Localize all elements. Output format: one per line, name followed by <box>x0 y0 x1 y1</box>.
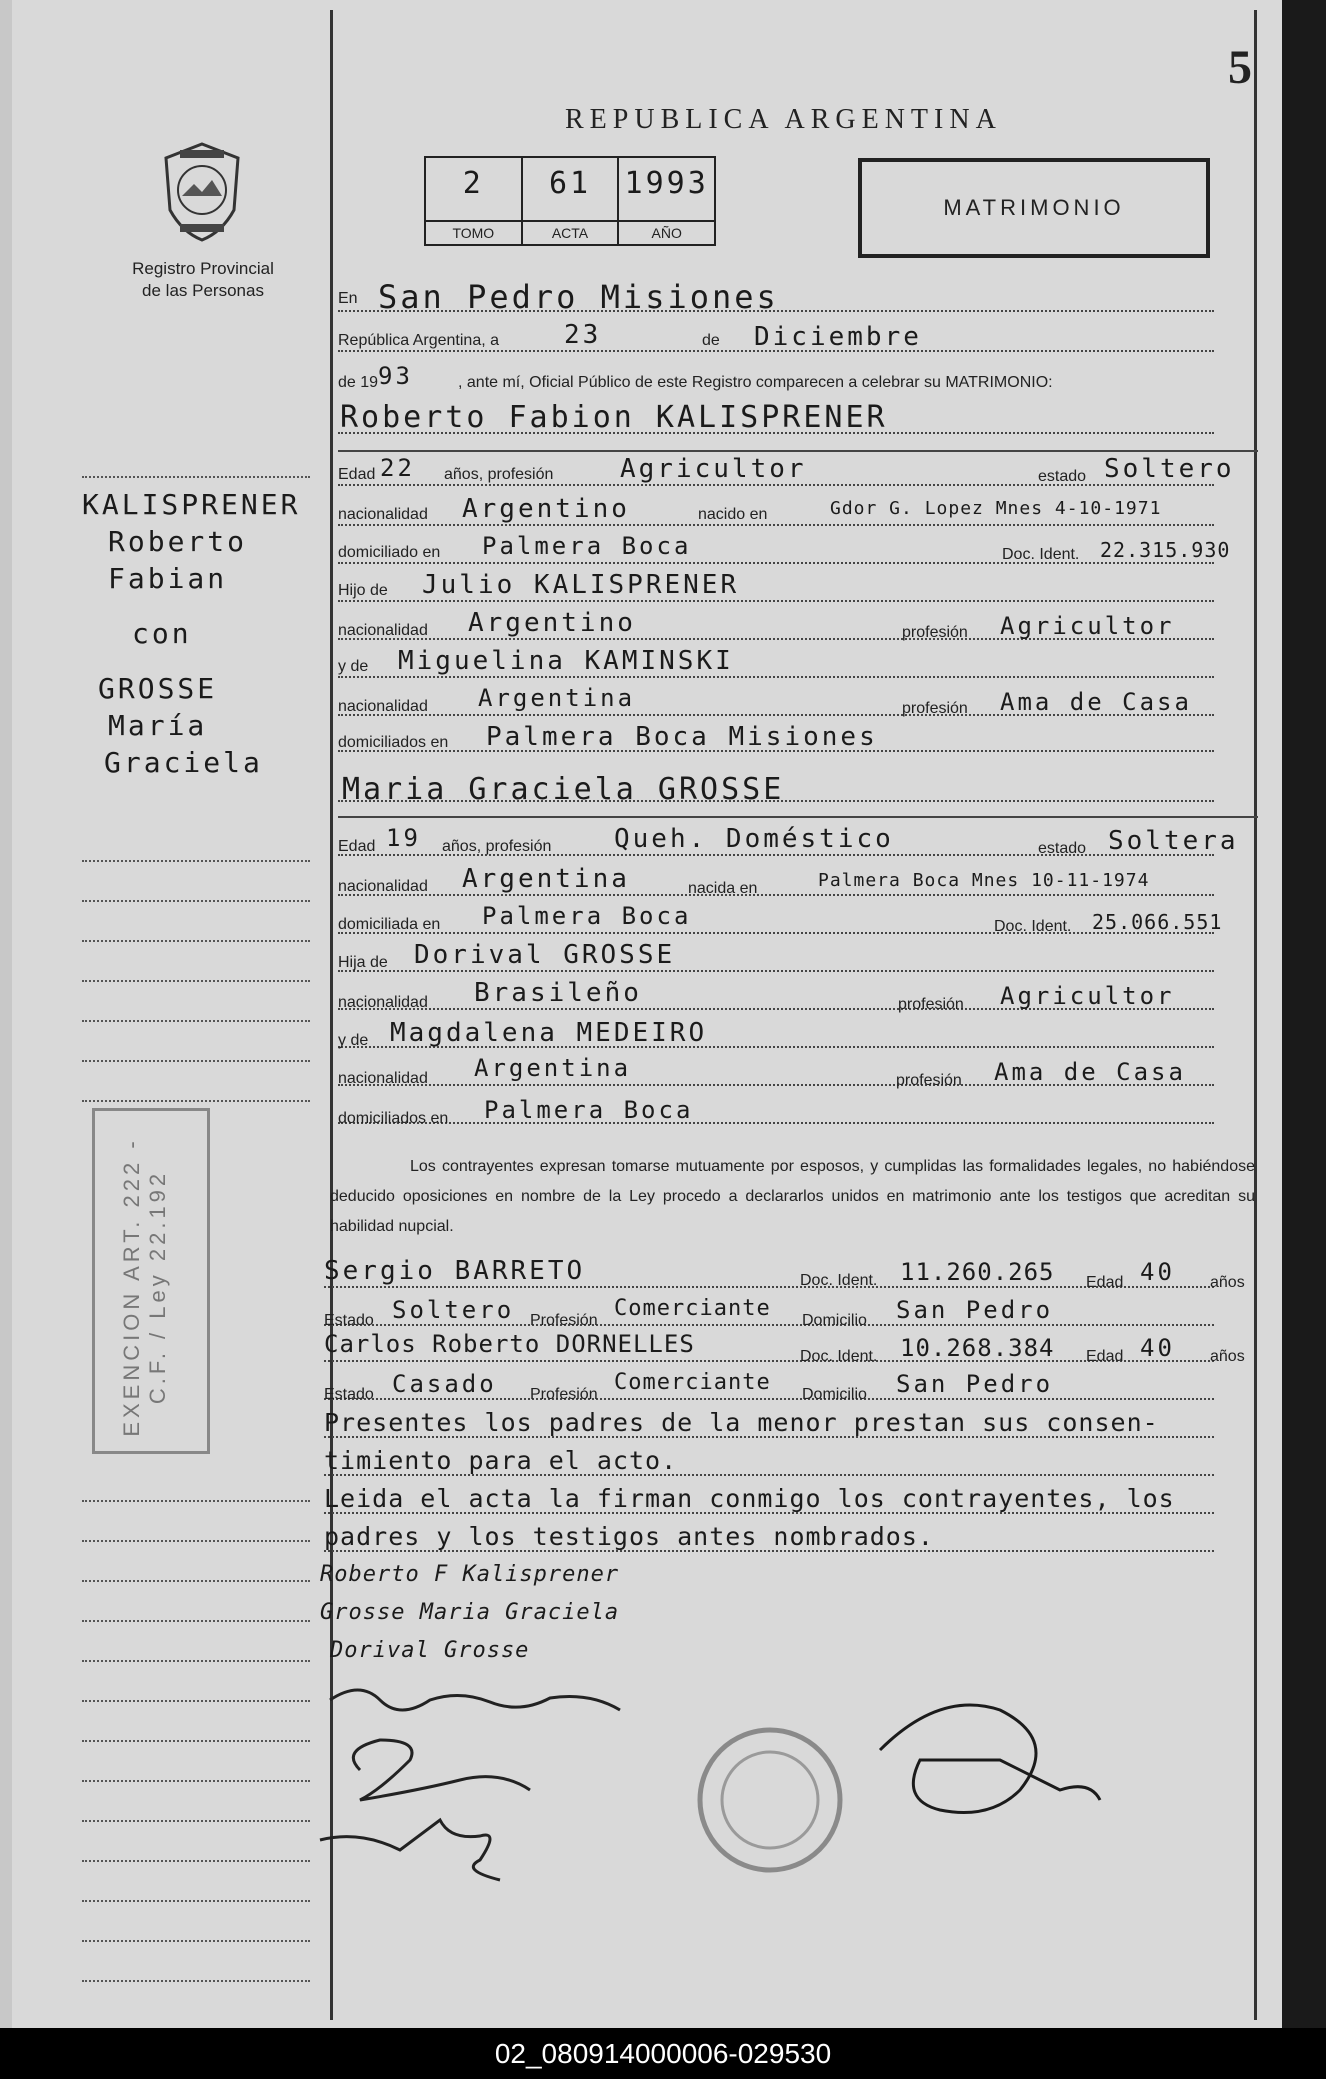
declaration-row: de 19 93 , ante mí, Oficial Público de este Registro comparecen a celebrar su MATRIMONIO: <box>338 362 1053 391</box>
registry-name: Registro Provincial de las Personas <box>132 259 274 300</box>
tomo-cell <box>426 158 523 244</box>
margin-line <box>82 900 310 902</box>
date-row: República Argentina, a 23 de Diciembre <box>338 318 1214 358</box>
signature-bride: Grosse Maria Graciela <box>320 1600 620 1625</box>
groom-mother-row: y de Miguelina KAMINSKI <box>338 644 1214 684</box>
margin-line <box>82 1060 310 1062</box>
ano-label: AÑO <box>619 220 714 244</box>
crest-icon <box>160 140 244 244</box>
exemption-stamp: EXENCION ART. 222 - C.F. / Ley 22.192 <box>92 1108 210 1454</box>
margin-line <box>82 1860 310 1862</box>
right-rule <box>1254 10 1257 2020</box>
note-line: timiento para el acto. <box>324 1442 1214 1482</box>
bride-name-row <box>338 768 1214 808</box>
bride-father-nationality-row: nacionalidad Brasileño profesión Agricultor <box>338 976 1214 1016</box>
acta-label: ACTA <box>523 220 618 244</box>
tomo-value: 2 <box>462 166 484 201</box>
bride-mother-nationality-row: nacionalidad Argentina profesión Ama de Casa <box>338 1052 1214 1092</box>
margin-line <box>82 980 310 982</box>
place-row: En San Pedro Misiones <box>338 278 1214 318</box>
margin-line <box>82 1700 310 1702</box>
margin-line <box>82 1940 310 1942</box>
margin-line <box>82 1980 310 1982</box>
groom-residence-row: domiciliado en Palmera Boca Doc. Ident. 22.315.930 <box>338 532 1231 563</box>
margin-line <box>82 940 310 942</box>
acta-cell <box>523 158 620 244</box>
witness-2-details-row: Estado Casado Profesión Comerciante Domicilio San Pedro <box>324 1366 1214 1406</box>
bride-name: Maria Graciela GROSSE <box>342 772 785 807</box>
country-title: REPUBLICA ARGENTINA <box>565 104 1002 135</box>
signature-groom: Roberto F Kalisprener <box>320 1562 620 1587</box>
groom-name-row <box>338 400 1214 440</box>
note-line: Leida el acta la firman conmigo los contrayentes, los <box>324 1480 1214 1520</box>
margin-line <box>82 1100 310 1102</box>
acta-value: 61 <box>548 166 592 201</box>
bride-age-row: Edad 19 años, profesión Queh. Doméstico estado Soltera <box>338 824 1239 857</box>
bride-parents-residence-row: domiciliados en Palmera Boca <box>338 1090 1214 1130</box>
witness-1-details-row: Estado Soltero Profesión Comerciante Domicilio San Pedro <box>324 1292 1214 1332</box>
bride-mother-row: y de Magdalena MEDEIRO <box>338 1014 1214 1054</box>
margin-line <box>82 1900 310 1902</box>
note-line: padres y los testigos antes nombrados. <box>324 1518 1214 1558</box>
record-number-box <box>424 156 716 246</box>
section-divider <box>338 816 1258 818</box>
bride-father-row: Hija de Dorival GROSSE <box>338 938 1214 978</box>
handwritten-signatures <box>300 1640 1200 1900</box>
act-type-box: MATRIMONIO <box>858 158 1210 258</box>
footer-id: 02_080914000006-029530 <box>0 2028 1326 2079</box>
ano-cell <box>619 158 714 244</box>
margin-line <box>82 1540 310 1542</box>
margin-line <box>82 1500 310 1502</box>
groom-age-row: Edad 22 años, profesión Agricultor estado Soltero <box>338 454 1235 485</box>
bride-residence-row: domiciliada en Palmera Boca Doc. Ident. 25.066.551 <box>338 902 1223 935</box>
margin-note: KALISPRENER Roberto Fabian con GROSSE María Graciela <box>82 488 301 779</box>
groom-nationality-row: nacionalidad Argentino nacido en Gdor G. Lopez Mnes 4-10-1971 <box>338 492 1214 532</box>
margin-line <box>82 1820 310 1822</box>
year-value: 93 <box>378 362 413 390</box>
signature-bride-father: Dorival Grosse <box>330 1638 530 1663</box>
margin-line <box>82 1780 310 1782</box>
place-value: San Pedro Misiones <box>378 278 779 316</box>
binder-edge <box>0 0 12 2028</box>
month-value: Diciembre <box>754 322 922 352</box>
groom-mother-nationality-row: nacionalidad Argentina profesión Ama de Casa <box>338 682 1214 722</box>
note-line: Presentes los padres de la menor prestan sus consen- <box>324 1404 1214 1444</box>
margin-line <box>82 1740 310 1742</box>
ano-value: 1993 <box>624 166 709 201</box>
margin-line <box>82 1020 310 1022</box>
declaration-paragraph: Los contrayentes expresan tomarse mutuamente por esposos, y cumplidas las formalidades legales, no habiéndose deducido oposiciones en nombre de la Ley procedo a declararlos unidos en matrimonio ante los testigos que acreditan su habilidad nupcial. <box>330 1158 1255 1235</box>
groom-name: Roberto Fabion KALISPRENER <box>340 400 888 435</box>
tomo-label: TOMO <box>426 220 521 244</box>
margin-line <box>82 1580 310 1582</box>
margin-line <box>82 860 310 862</box>
groom-father-nationality-row: nacionalidad Argentino profesión Agricultor <box>338 606 1214 646</box>
groom-parents-residence-row: domiciliados en Palmera Boca Misiones <box>338 718 1214 758</box>
margin-line <box>82 476 310 478</box>
day-value: 23 <box>564 320 602 350</box>
page-number: 5 <box>1228 41 1252 94</box>
margin-line <box>82 1660 310 1662</box>
margin-line <box>82 1620 310 1622</box>
bride-nationality-row: nacionalidad Argentina nacida en Palmera Boca Mnes 10-11-1974 <box>338 862 1214 902</box>
witness-2-row: Carlos Roberto DORNELLES Doc. Ident. 10.268.384 Edad 40 años <box>324 1330 1245 1365</box>
witness-1-row: Sergio BARRETO Doc. Ident. 11.260.265 Edad 40 años <box>324 1256 1245 1291</box>
groom-father-row: Hijo de Julio KALISPRENER <box>338 568 1214 608</box>
